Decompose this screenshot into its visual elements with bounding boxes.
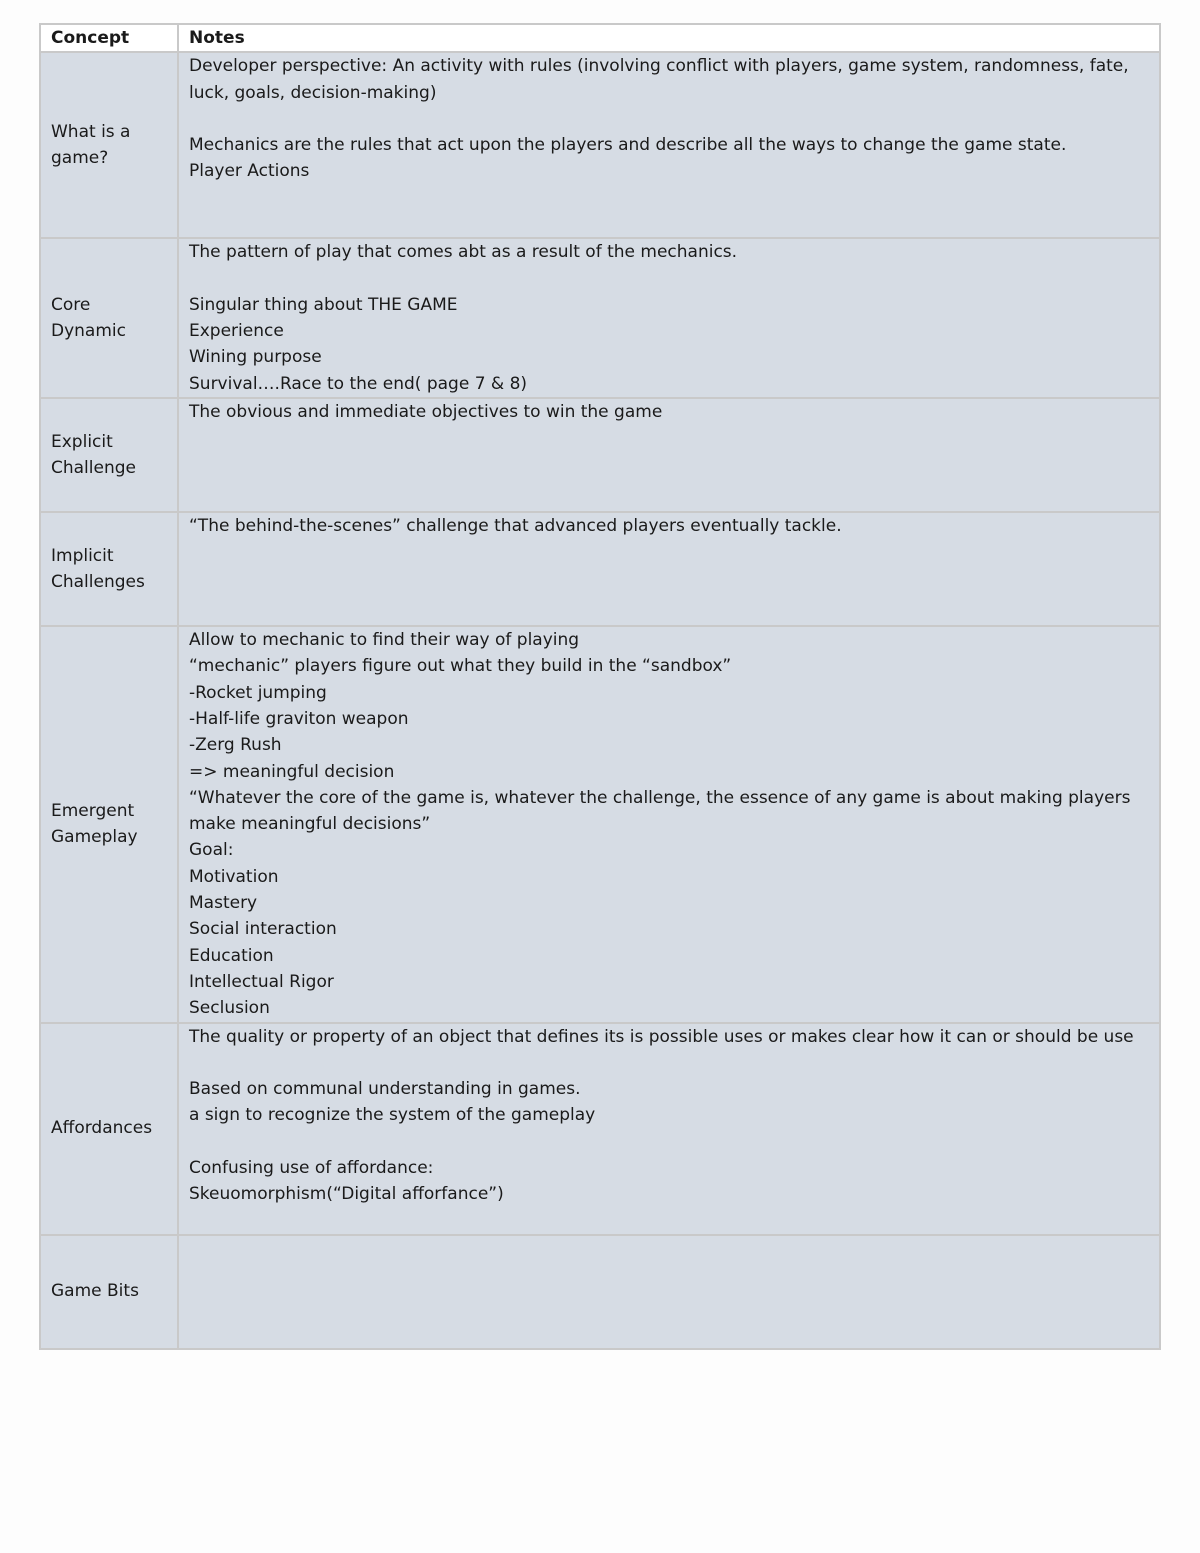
- note-line: Mechanics are the rules that act upon the players and describe all the ways to change the game state.: [189, 135, 1067, 156]
- note-line: Player Actions: [189, 161, 310, 182]
- table-row: [40, 626, 1160, 1022]
- note-line: Survival….Race to the end( page 7 & 8): [189, 373, 528, 394]
- concept-cell: Explicit Challenge: [40, 398, 178, 512]
- table-row: [40, 1023, 1160, 1235]
- note-line: “mechanic” players figure out what they build in the “sandbox”: [189, 656, 732, 677]
- concept-cell: Game Bits: [40, 1235, 178, 1349]
- notes-cell: [178, 398, 1160, 512]
- note-line: Social interaction: [189, 919, 337, 940]
- table-row: [40, 52, 1160, 238]
- note-line: Based on communal understanding in games.: [189, 1079, 581, 1100]
- note-line: [189, 106, 1149, 132]
- note-line: Mastery: [189, 893, 258, 914]
- notes-cell: [178, 512, 1160, 626]
- note-line: Skeuomorphism(“Digital afforfance”): [189, 1184, 504, 1205]
- note-line: Developer perspective: An activity with rules (involving conflict with players, game system, randomness, fate, luck, goals, decision-making): [189, 56, 1135, 103]
- note-line: The quality or property of an object that defines its is possible uses or makes clear how it can or should be use: [189, 1026, 1134, 1047]
- concept-cell: What is a game?: [40, 52, 178, 238]
- table-row: [40, 512, 1160, 626]
- note-line: [189, 266, 1149, 292]
- note-line: The pattern of play that comes abt as a result of the mechanics.: [189, 242, 738, 263]
- header-notes: Notes: [178, 24, 1160, 52]
- notes-cell: [178, 626, 1160, 1022]
- note-line: -Zerg Rush: [189, 735, 282, 756]
- table-row: [40, 398, 1160, 512]
- note-line: Allow to mechanic to find their way of playing: [189, 630, 580, 651]
- note-line: -Half-life graviton weapon: [189, 708, 409, 729]
- concept-notes-table: [39, 23, 1161, 1350]
- note-line: “Whatever the core of the game is, whatever the challenge, the essence of any game is about making players make meaningful decisions”: [189, 787, 1136, 835]
- table-row: [40, 238, 1160, 398]
- note-line: [189, 1050, 1149, 1076]
- note-line: The obvious and immediate objectives to win the game: [189, 402, 663, 423]
- note-line: Education: [189, 945, 274, 966]
- note-line: Intellectual Rigor: [189, 971, 334, 992]
- notes-cell: [178, 1023, 1160, 1235]
- concept-cell: Implicit Challenges: [40, 512, 178, 626]
- note-line: Singular thing about THE GAME: [189, 294, 458, 315]
- note-line: a sign to recognize the system of the gameplay: [189, 1105, 596, 1126]
- note-line: Motivation: [189, 866, 279, 887]
- table-header-row: [40, 24, 1160, 52]
- note-line: [189, 1129, 1149, 1155]
- notes-cell: [178, 52, 1160, 238]
- note-line: Wining purpose: [189, 347, 322, 368]
- table-row: [40, 1235, 1160, 1349]
- note-line: -Rocket jumping: [189, 682, 327, 703]
- header-concept: Concept: [40, 24, 178, 52]
- notes-cell: [178, 1235, 1160, 1349]
- note-line: Confusing use of affordance:: [189, 1158, 434, 1179]
- note-line: Seclusion: [189, 998, 270, 1019]
- note-line: Goal:: [189, 840, 234, 861]
- note-line: Experience: [189, 321, 284, 342]
- note-line: “The behind-the-scenes” challenge that advanced players eventually tackle.: [189, 516, 842, 537]
- concept-cell: Core Dynamic: [40, 238, 178, 398]
- concept-cell: Affordances: [40, 1023, 178, 1235]
- concept-cell: Emergent Gameplay: [40, 626, 178, 1022]
- note-line: => meaningful decision: [189, 761, 395, 782]
- notes-cell: [178, 238, 1160, 398]
